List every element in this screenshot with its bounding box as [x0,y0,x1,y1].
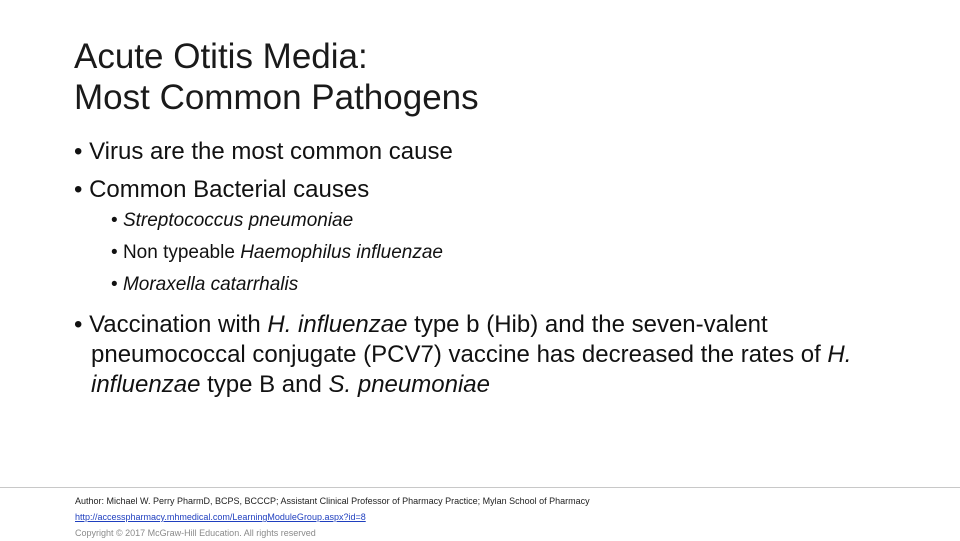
bullet-virus [74,137,904,167]
bullet-marker: • [111,274,118,295]
sub-bullet-text: Non typeable [122,242,241,263]
bullet-bacterial [74,175,904,205]
sub-bullet-haemophilus [74,241,904,265]
bullet-italic: S. pneumoniae [328,371,490,398]
bullet-marker: • [111,242,118,263]
bullet-marker: • [74,311,83,338]
sub-bullet-text: Moraxella catarrhalis [122,274,299,295]
footer [75,493,590,541]
slide-title [74,36,479,118]
bullet-text: type b (Hib) and the seven-valent pneumococcal conjugate (PCV7) vaccine has decreased the rates of [91,311,828,368]
bullet-marker: • [111,210,118,231]
bullet-text: Vaccination with [89,311,268,338]
bullet-marker: • [74,138,83,165]
footer-divider [0,487,960,488]
bullet-marker: • [74,176,83,203]
footer-link[interactable]: http://accesspharmacy.mhmedical.com/LearningModuleGroup.aspx?id=8 [75,512,366,522]
bullet-italic: H. influenzae [267,311,408,338]
sub-bullet-italic: Haemophilus influenzae [240,242,443,263]
bullet-text: type B and [200,371,329,398]
sub-bullet-streptococcus [74,209,904,233]
bullet-text: Virus are the most common cause [89,138,453,165]
title-line-2: Most Common Pathogens [74,78,479,117]
footer-author: Author: Michael W. Perry PharmD, BCPS, BCCCP; Assistant Clinical Professor of Pharmacy Practice; Mylan School of Pharmacy [75,496,590,506]
title-line-1: Acute Otitis Media: [74,37,368,76]
sub-bullet-moraxella [74,273,904,297]
bullet-vaccination [74,310,904,400]
bullet-list [74,137,904,408]
bullet-italic: H. influenzae [91,341,852,398]
footer-copyright: Copyright © 2017 McGraw-Hill Education. All rights reserved [75,528,316,538]
sub-bullet-text: Streptococcus pneumoniae [122,210,354,231]
bullet-text: Common Bacterial causes [89,176,370,203]
